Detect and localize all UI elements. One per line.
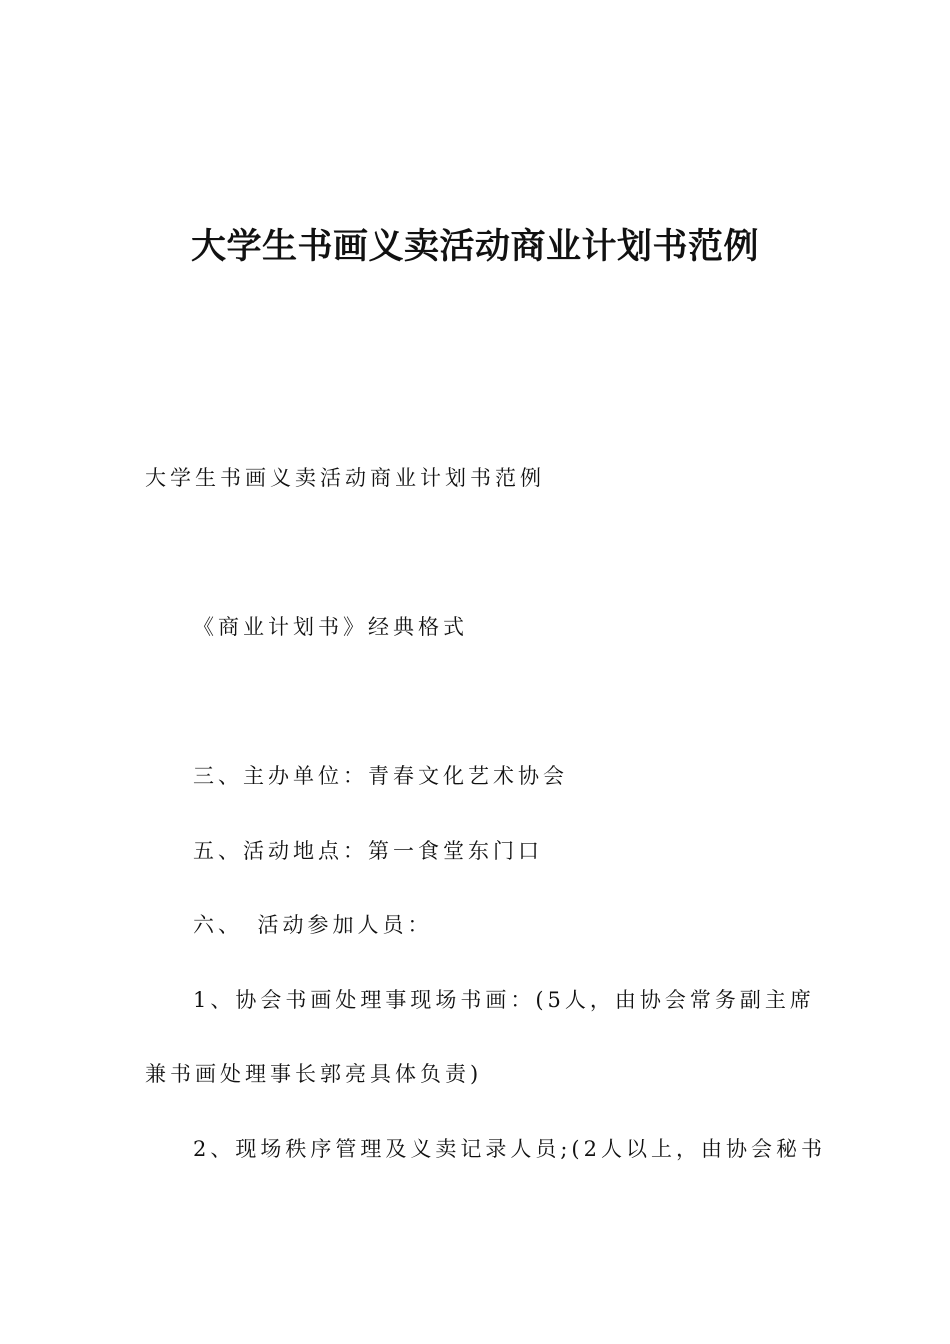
participants-item-1-continued: 兼书画处理事长郭亮具体负责) (145, 1062, 483, 1086)
document-subtitle: 大学生书画义卖活动商业计划书范例 (145, 466, 545, 490)
location-line: 五、活动地点：第一食堂东门口 (193, 839, 543, 863)
participants-item-1: 1、协会书画处理事现场书画：(5人，由协会常务副主席 (193, 988, 815, 1012)
document-title: 大学生书画义卖活动商业计划书范例 (190, 227, 759, 267)
format-heading: 《商业计划书》经典格式 (193, 615, 468, 639)
participants-item-2: 2、现场秩序管理及义卖记录人员;(2人以上，由协会秘书 (193, 1137, 826, 1161)
participants-heading: 六、 活动参加人员： (193, 913, 433, 937)
organizer-line: 三、主办单位：青春文化艺术协会 (193, 764, 568, 788)
